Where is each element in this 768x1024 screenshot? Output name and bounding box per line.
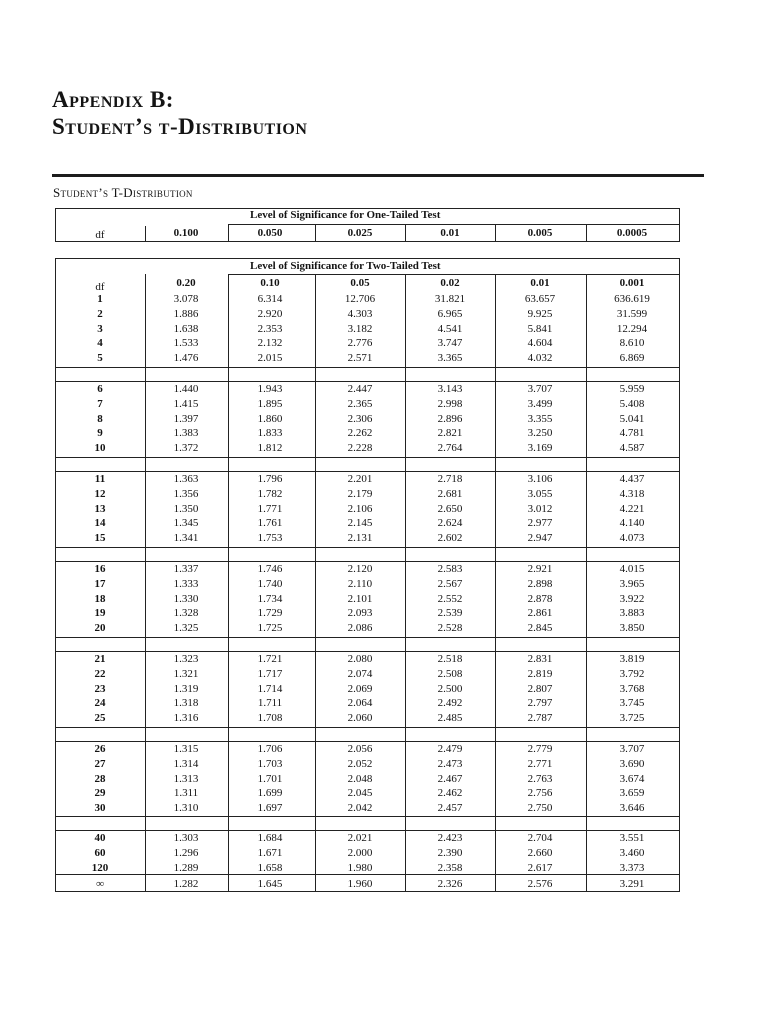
table-cell: 3.745 xyxy=(619,697,645,710)
one-tailed-caption: Level of Significance for One-Tailed Test xyxy=(250,209,441,221)
table-cell: 1.350 xyxy=(173,502,199,515)
table-cell: 1.833 xyxy=(257,427,283,440)
table-cell: 2.583 xyxy=(437,563,463,575)
table-cell: 4.140 xyxy=(619,517,645,530)
two-tailed-level: 0.02 xyxy=(440,277,460,289)
table-cell: 1.321 xyxy=(173,667,199,680)
one-tailed-level: 0.050 xyxy=(257,227,283,239)
table-cell: 3.725 xyxy=(619,712,645,725)
table-cell: 2.528 xyxy=(437,622,463,635)
table-cell: 31.599 xyxy=(616,307,648,320)
table-cell: 4.541 xyxy=(437,322,463,335)
table-cell: 3.355 xyxy=(527,412,553,425)
table-cell: 2.492 xyxy=(437,697,463,710)
two-tailed-caption: Level of Significance for Two-Tailed Test xyxy=(250,260,441,272)
df-value: 27 xyxy=(94,757,106,770)
group-separator xyxy=(55,830,680,831)
table-cell: 1.960 xyxy=(347,878,373,890)
table-cell: 2.467 xyxy=(437,772,463,785)
group-separator xyxy=(55,637,680,638)
table-cell: 636.619 xyxy=(614,293,650,305)
group-separator xyxy=(55,727,680,728)
table-cell: 1.886 xyxy=(173,307,199,320)
table-cell: 1.415 xyxy=(173,397,199,410)
table-cell: 2.042 xyxy=(347,802,373,815)
table-cell: 2.779 xyxy=(527,743,553,755)
table-cell: 2.771 xyxy=(527,757,553,770)
table-cell: 3.365 xyxy=(437,352,463,365)
table-cell: 1.316 xyxy=(173,712,199,725)
table-cell: 2.861 xyxy=(527,607,553,620)
df-value: 30 xyxy=(94,802,106,815)
df-value: 40 xyxy=(94,832,106,844)
infinity-row-separator xyxy=(55,874,680,875)
table-cell: 2.750 xyxy=(527,802,553,815)
df-value: 23 xyxy=(94,682,106,695)
df-value: 20 xyxy=(94,622,106,635)
table-cell: 1.761 xyxy=(257,517,283,530)
df-value: 18 xyxy=(94,592,106,605)
table-cell: 1.703 xyxy=(257,757,283,770)
table-cell: 2.797 xyxy=(527,697,553,710)
table-cell: 3.768 xyxy=(619,682,645,695)
table-cell: 1.296 xyxy=(173,846,199,859)
table-cell: 3.106 xyxy=(527,473,553,485)
table-cell: 1.714 xyxy=(257,682,283,695)
table-cell: 1.771 xyxy=(257,502,283,515)
df-value: 3 xyxy=(97,322,103,335)
table-cell: 1.325 xyxy=(173,622,199,635)
table-cell: 1.740 xyxy=(257,577,283,590)
two-tailed-level: 0.001 xyxy=(619,277,645,289)
table-cell: 2.500 xyxy=(437,682,463,695)
group-separator xyxy=(55,367,680,368)
table-cell: 1.282 xyxy=(173,878,199,890)
column-divider xyxy=(405,224,406,242)
table-cell: 63.657 xyxy=(524,293,556,305)
table-cell: 3.250 xyxy=(527,427,553,440)
page-title xyxy=(52,86,307,140)
table-cell: 2.179 xyxy=(347,487,373,500)
two-tailed-level: 0.01 xyxy=(530,277,550,289)
one-tailed-level: 0.0005 xyxy=(616,227,648,239)
table-cell: 2.776 xyxy=(347,337,373,350)
table-cell: 4.032 xyxy=(527,352,553,365)
df-value: 28 xyxy=(94,772,106,785)
table-cell: 1.333 xyxy=(173,577,199,590)
table-cell: 2.473 xyxy=(437,757,463,770)
table-cell: 3.291 xyxy=(619,878,645,890)
table-cell: 3.143 xyxy=(437,383,463,395)
df-value: 15 xyxy=(94,532,106,545)
one-tailed-level: 0.005 xyxy=(527,227,553,239)
table-cell: 1.645 xyxy=(257,878,283,890)
df-value: 17 xyxy=(94,577,106,590)
table-cell: 1.314 xyxy=(173,757,199,770)
table-cell: 1.671 xyxy=(257,846,283,859)
df-value: ∞ xyxy=(96,878,104,890)
df-value: 120 xyxy=(91,861,109,874)
table-cell: 2.518 xyxy=(437,653,463,665)
table-cell: 2.086 xyxy=(347,622,373,635)
table-cell: 2.358 xyxy=(437,861,463,874)
df-value: 21 xyxy=(94,653,106,665)
table-cell: 2.704 xyxy=(527,832,553,844)
table-cell: 1.328 xyxy=(173,607,199,620)
table-cell: 1.697 xyxy=(257,802,283,815)
table-cell: 2.819 xyxy=(527,667,553,680)
table-cell: 2.390 xyxy=(437,846,463,859)
table-cell: 2.064 xyxy=(347,697,373,710)
table-cell: 5.841 xyxy=(527,322,553,335)
table-subheading: Student’s T-Distribution xyxy=(53,185,193,200)
df-value: 7 xyxy=(97,397,103,410)
table-cell: 1.315 xyxy=(173,743,199,755)
table-cell: 1.319 xyxy=(173,682,199,695)
table-cell: 3.819 xyxy=(619,653,645,665)
table-cell: 2.571 xyxy=(347,352,373,365)
table-cell: 2.831 xyxy=(527,653,553,665)
table-cell: 1.734 xyxy=(257,592,283,605)
table-cell: 3.012 xyxy=(527,502,553,515)
table-cell: 1.895 xyxy=(257,397,283,410)
table-cell: 9.925 xyxy=(527,307,553,320)
table-cell: 1.383 xyxy=(173,427,199,440)
table-cell: 2.365 xyxy=(347,397,373,410)
table-cell: 1.289 xyxy=(173,861,199,874)
table-cell: 3.659 xyxy=(619,787,645,800)
table-cell: 2.353 xyxy=(257,322,283,335)
table-cell: 2.326 xyxy=(437,878,463,890)
table-cell: 3.747 xyxy=(437,337,463,350)
table-cell: 3.182 xyxy=(347,322,373,335)
table-cell: 2.045 xyxy=(347,787,373,800)
table-cell: 2.101 xyxy=(347,592,373,605)
one-tailed-level: 0.025 xyxy=(347,227,373,239)
table-cell: 3.499 xyxy=(527,397,553,410)
table-cell: 1.782 xyxy=(257,487,283,500)
table-cell: 2.145 xyxy=(347,517,373,530)
table-cell: 1.313 xyxy=(173,772,199,785)
table-cell: 3.551 xyxy=(619,832,645,844)
table-cell: 2.898 xyxy=(527,577,553,590)
table-cell: 4.221 xyxy=(619,502,645,515)
table-cell: 2.479 xyxy=(437,743,463,755)
two-tailed-level: 0.20 xyxy=(176,277,196,289)
table-cell: 2.878 xyxy=(527,592,553,605)
table-cell: 2.069 xyxy=(347,682,373,695)
group-separator xyxy=(55,741,680,742)
table-cell: 1.729 xyxy=(257,607,283,620)
table-cell: 2.896 xyxy=(437,412,463,425)
table-cell: 3.850 xyxy=(619,622,645,635)
table-cell: 5.041 xyxy=(619,412,645,425)
group-separator xyxy=(55,561,680,562)
table-cell: 3.674 xyxy=(619,772,645,785)
df-value: 13 xyxy=(94,502,106,515)
df-value: 9 xyxy=(97,427,103,440)
table-cell: 5.959 xyxy=(619,383,645,395)
two-tailed-level: 0.05 xyxy=(350,277,370,289)
table-cell: 3.373 xyxy=(619,861,645,874)
table-cell: 1.356 xyxy=(173,487,199,500)
group-separator xyxy=(55,651,680,652)
two-tailed-df-label: df xyxy=(95,281,105,293)
title-line-2: Student’s t-Distribution xyxy=(52,114,308,139)
table-cell: 1.725 xyxy=(257,622,283,635)
column-divider xyxy=(495,224,496,242)
df-value: 29 xyxy=(94,787,106,800)
group-separator xyxy=(55,457,680,458)
table-cell: 1.746 xyxy=(257,563,283,575)
df-value: 60 xyxy=(94,846,106,859)
table-cell: 2.485 xyxy=(437,712,463,725)
column-divider xyxy=(228,224,229,242)
df-value: 25 xyxy=(94,712,106,725)
table-cell: 1.318 xyxy=(173,697,199,710)
table-cell: 2.306 xyxy=(347,412,373,425)
two-tailed-divider xyxy=(228,274,680,275)
table-cell: 4.303 xyxy=(347,307,373,320)
table-cell: 2.998 xyxy=(437,397,463,410)
one-tailed-level: 0.100 xyxy=(173,227,199,239)
title-rule xyxy=(52,174,704,177)
table-cell: 3.055 xyxy=(527,487,553,500)
table-cell: 1.323 xyxy=(173,653,199,665)
table-cell: 1.638 xyxy=(173,322,199,335)
table-cell: 2.539 xyxy=(437,607,463,620)
df-value: 5 xyxy=(97,352,103,365)
table-cell: 1.684 xyxy=(257,832,283,844)
table-cell: 2.576 xyxy=(527,878,553,890)
table-cell: 1.440 xyxy=(173,383,199,395)
table-cell: 2.110 xyxy=(347,577,373,590)
group-separator xyxy=(55,381,680,382)
table-cell: 1.860 xyxy=(257,412,283,425)
table-cell: 1.711 xyxy=(257,697,283,710)
table-cell: 1.796 xyxy=(257,473,283,485)
table-cell: 1.721 xyxy=(257,653,283,665)
table-cell: 2.920 xyxy=(257,307,283,320)
table-cell: 1.372 xyxy=(173,442,199,455)
two-tailed-level: 0.10 xyxy=(260,277,280,289)
df-value: 19 xyxy=(94,607,106,620)
df-value: 10 xyxy=(94,442,106,455)
df-value: 24 xyxy=(94,697,106,710)
table-cell: 3.169 xyxy=(527,442,553,455)
table-cell: 2.617 xyxy=(527,861,553,874)
table-cell: 5.408 xyxy=(619,397,645,410)
table-cell: 2.821 xyxy=(437,427,463,440)
table-cell: 1.397 xyxy=(173,412,199,425)
table-cell: 2.080 xyxy=(347,653,373,665)
table-cell: 2.074 xyxy=(347,667,373,680)
table-cell: 4.073 xyxy=(619,532,645,545)
table-cell: 4.604 xyxy=(527,337,553,350)
table-cell: 2.052 xyxy=(347,757,373,770)
df-value: 26 xyxy=(94,743,106,755)
table-cell: 2.201 xyxy=(347,473,373,485)
df-value: 6 xyxy=(97,383,103,395)
table-cell: 3.922 xyxy=(619,592,645,605)
df-value: 12 xyxy=(94,487,106,500)
table-cell: 4.318 xyxy=(619,487,645,500)
table-cell: 2.756 xyxy=(527,787,553,800)
column-divider xyxy=(586,224,587,242)
table-cell: 1.337 xyxy=(173,563,199,575)
table-cell: 2.262 xyxy=(347,427,373,440)
table-cell: 6.869 xyxy=(619,352,645,365)
table-cell: 2.624 xyxy=(437,517,463,530)
table-cell: 2.000 xyxy=(347,846,373,859)
table-cell: 1.658 xyxy=(257,861,283,874)
table-cell: 1.706 xyxy=(257,743,283,755)
df-value: 14 xyxy=(94,517,106,530)
table-cell: 1.345 xyxy=(173,517,199,530)
one-tailed-divider xyxy=(228,224,680,225)
table-cell: 2.120 xyxy=(347,563,373,575)
table-cell: 1.717 xyxy=(257,667,283,680)
df-value: 1 xyxy=(97,293,103,305)
df-value: 11 xyxy=(94,473,106,485)
df-value: 8 xyxy=(97,412,103,425)
df-value: 16 xyxy=(94,563,106,575)
table-cell: 2.056 xyxy=(347,743,373,755)
one-tailed-df-label: df xyxy=(95,229,105,241)
table-cell: 2.132 xyxy=(257,337,283,350)
table-cell: 12.706 xyxy=(344,293,376,305)
table-cell: 2.845 xyxy=(527,622,553,635)
table-cell: 1.310 xyxy=(173,802,199,815)
table-cell: 2.508 xyxy=(437,667,463,680)
table-cell: 2.060 xyxy=(347,712,373,725)
table-cell: 1.303 xyxy=(173,832,199,844)
table-cell: 2.447 xyxy=(347,383,373,395)
table-cell: 2.093 xyxy=(347,607,373,620)
table-cell: 1.812 xyxy=(257,442,283,455)
group-separator xyxy=(55,471,680,472)
group-separator xyxy=(55,547,680,548)
group-separator xyxy=(55,816,680,817)
table-cell: 2.650 xyxy=(437,502,463,515)
table-cell: 2.021 xyxy=(347,832,373,844)
table-cell: 2.131 xyxy=(347,532,373,545)
table-cell: 1.363 xyxy=(173,473,199,485)
table-cell: 4.781 xyxy=(619,427,645,440)
table-cell: 2.718 xyxy=(437,473,463,485)
table-cell: 2.764 xyxy=(437,442,463,455)
table-cell: 1.533 xyxy=(173,337,199,350)
table-cell: 1.708 xyxy=(257,712,283,725)
table-cell: 4.015 xyxy=(619,563,645,575)
table-cell: 12.294 xyxy=(616,322,648,335)
table-cell: 2.787 xyxy=(527,712,553,725)
table-cell: 1.701 xyxy=(257,772,283,785)
table-cell: 1.341 xyxy=(173,532,199,545)
table-cell: 3.460 xyxy=(619,846,645,859)
table-cell: 2.660 xyxy=(527,846,553,859)
df-value: 22 xyxy=(94,667,106,680)
table-cell: 6.965 xyxy=(437,307,463,320)
table-cell: 3.646 xyxy=(619,802,645,815)
table-cell: 8.610 xyxy=(619,337,645,350)
table-cell: 3.792 xyxy=(619,667,645,680)
table-cell: 2.552 xyxy=(437,592,463,605)
table-cell: 31.821 xyxy=(434,293,466,305)
table-cell: 2.423 xyxy=(437,832,463,844)
table-cell: 1.753 xyxy=(257,532,283,545)
table-cell: 1.699 xyxy=(257,787,283,800)
table-cell: 2.015 xyxy=(257,352,283,365)
table-cell: 3.965 xyxy=(619,577,645,590)
table-cell: 1.476 xyxy=(173,352,199,365)
table-cell: 3.707 xyxy=(527,383,553,395)
table-cell: 2.457 xyxy=(437,802,463,815)
table-cell: 3.690 xyxy=(619,757,645,770)
table-cell: 4.587 xyxy=(619,442,645,455)
table-cell: 2.462 xyxy=(437,787,463,800)
df-value: 4 xyxy=(97,337,103,350)
table-cell: 2.681 xyxy=(437,487,463,500)
one-tailed-level: 0.01 xyxy=(440,227,460,239)
table-cell: 3.883 xyxy=(619,607,645,620)
table-cell: 2.567 xyxy=(437,577,463,590)
table-cell: 2.602 xyxy=(437,532,463,545)
table-cell: 3.707 xyxy=(619,743,645,755)
table-cell: 2.977 xyxy=(527,517,553,530)
table-cell: 1.330 xyxy=(173,592,199,605)
table-cell: 1.943 xyxy=(257,383,283,395)
table-cell: 2.048 xyxy=(347,772,373,785)
table-cell: 2.106 xyxy=(347,502,373,515)
table-cell: 1.980 xyxy=(347,861,373,874)
table-cell: 2.807 xyxy=(527,682,553,695)
table-cell: 6.314 xyxy=(257,293,283,305)
title-line-1: Appendix B: xyxy=(52,87,174,112)
table-cell: 2.763 xyxy=(527,772,553,785)
table-cell: 4.437 xyxy=(619,473,645,485)
table-cell: 1.311 xyxy=(173,787,199,800)
table-cell: 2.228 xyxy=(347,442,373,455)
df-value: 2 xyxy=(97,307,103,320)
table-cell: 2.947 xyxy=(527,532,553,545)
column-divider xyxy=(315,224,316,242)
table-cell: 2.921 xyxy=(527,563,553,575)
table-cell: 3.078 xyxy=(173,293,199,305)
